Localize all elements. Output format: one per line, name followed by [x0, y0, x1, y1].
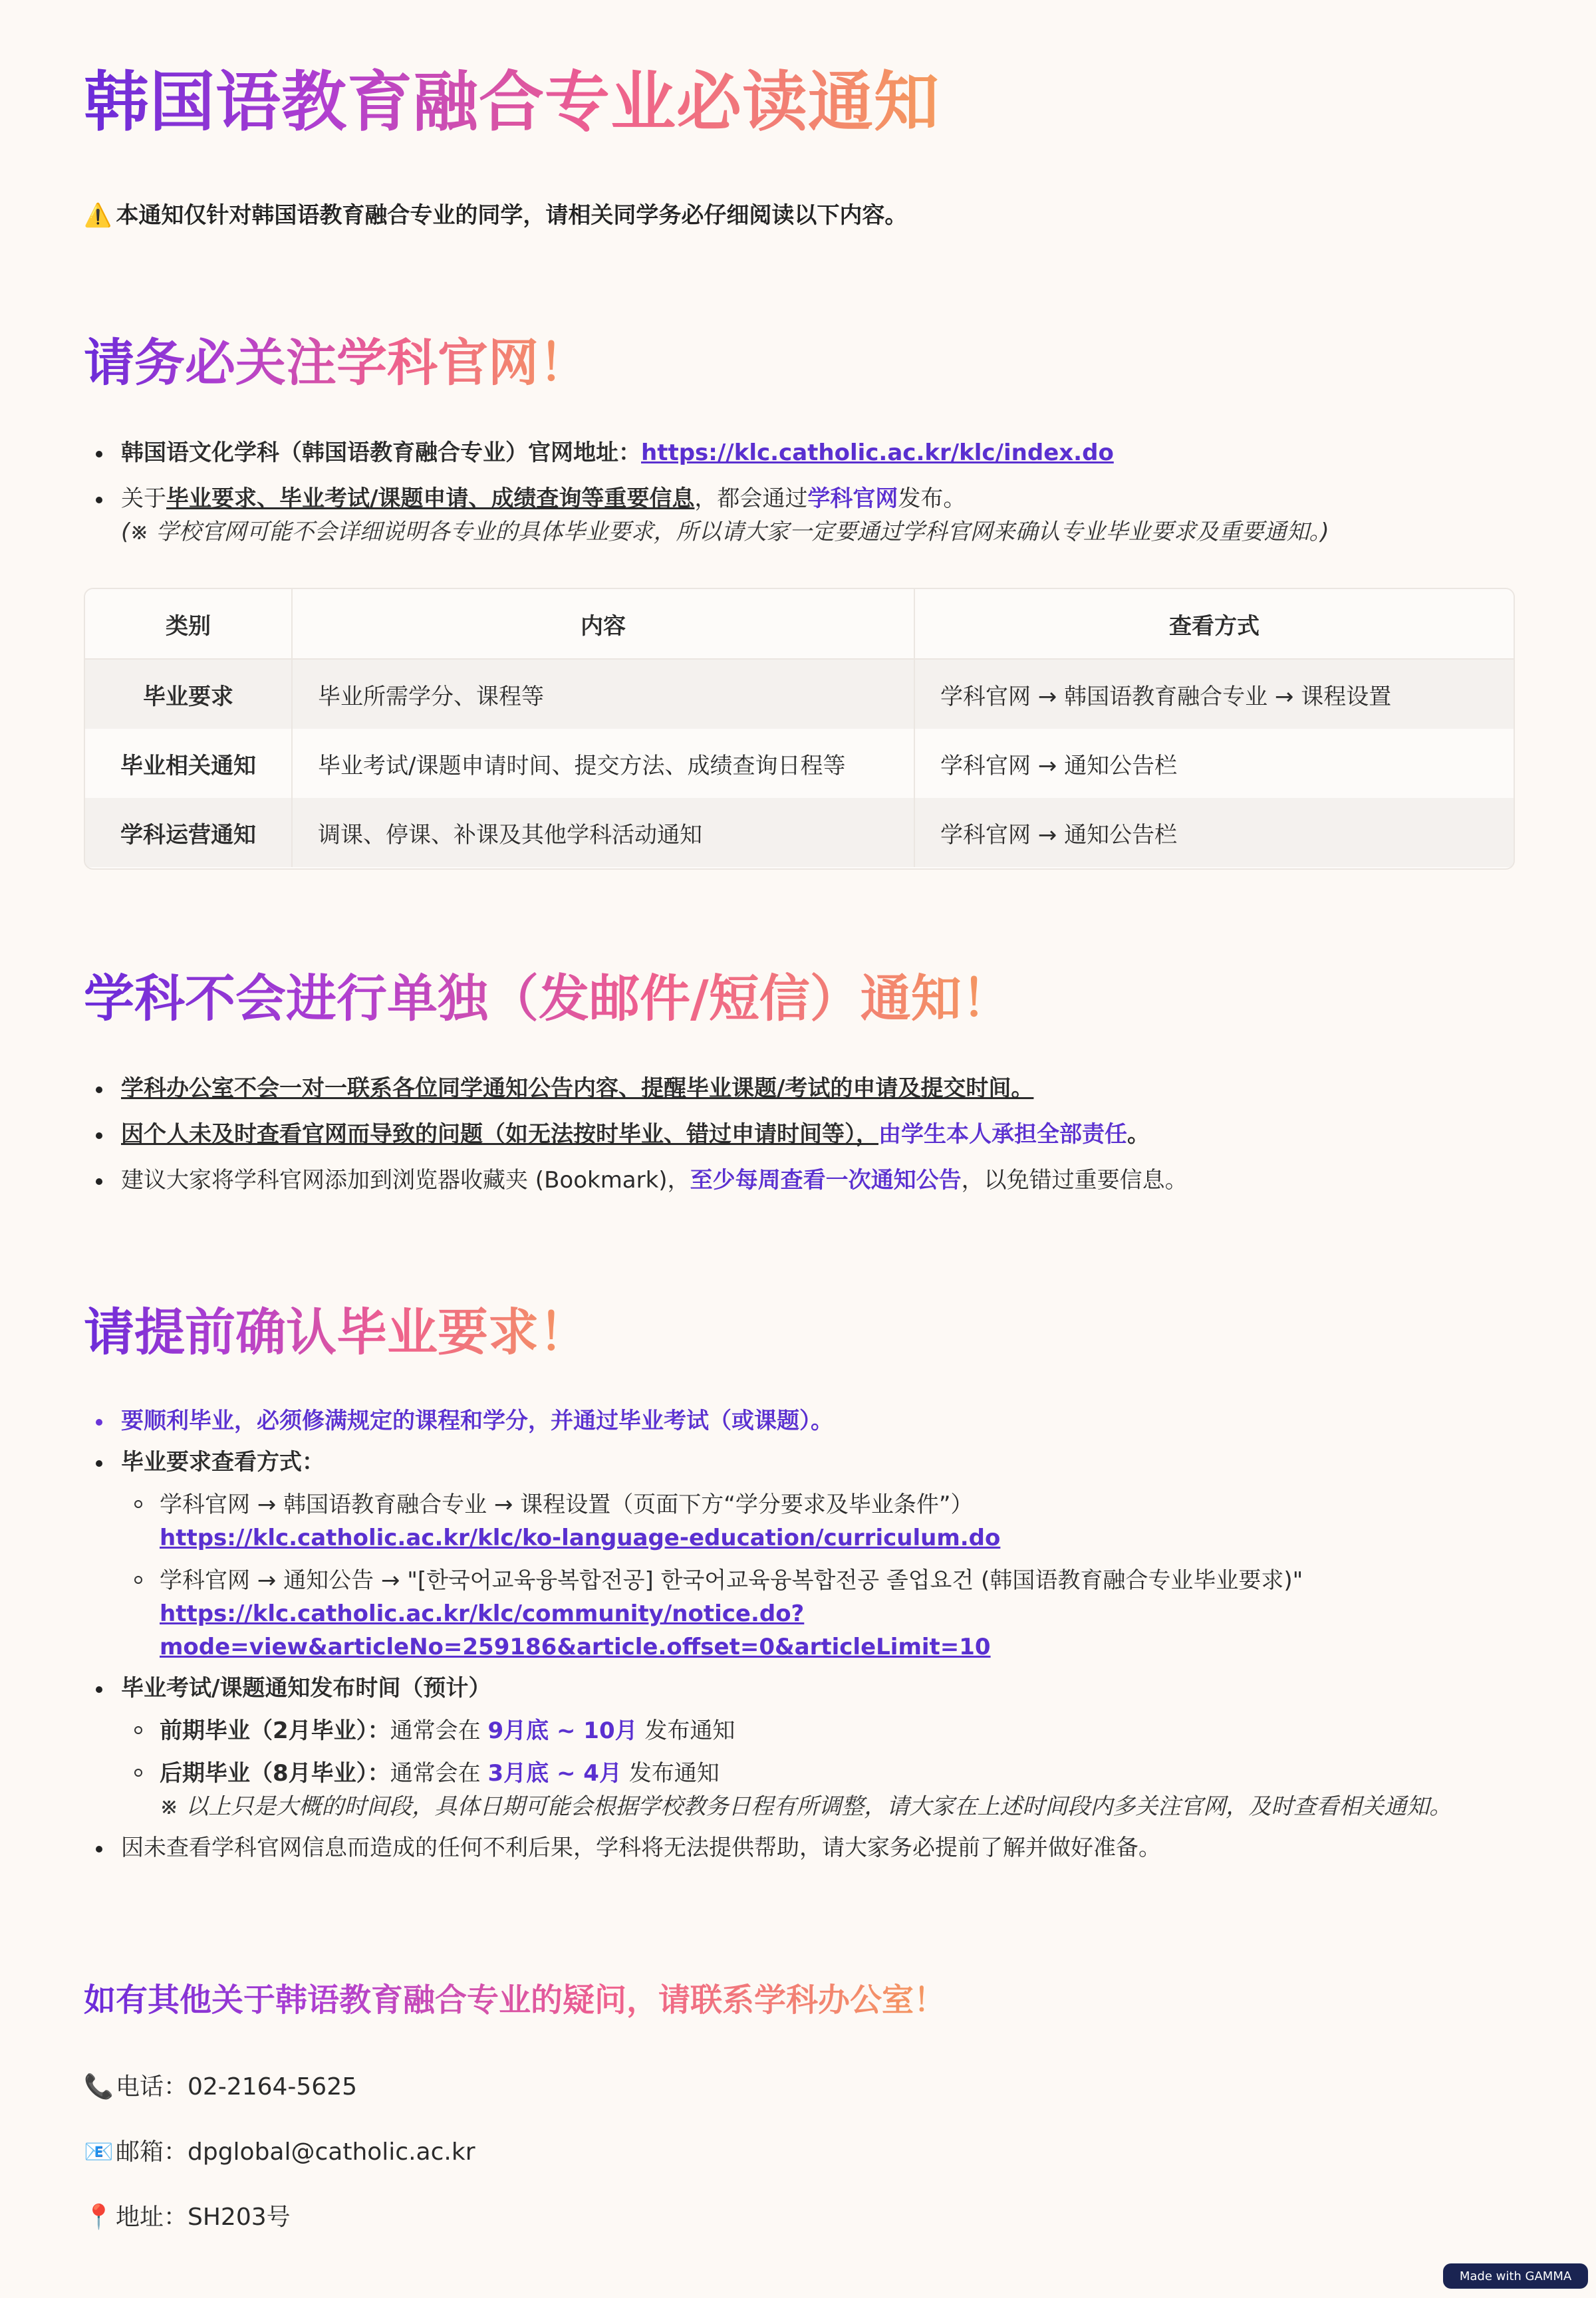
- check-method-label: 毕业要求查看方式：: [121, 1449, 325, 1475]
- text-fragment: 通常会在: [390, 1718, 488, 1744]
- note-text: (※ 学校官网可能不会详细说明各专业的具体毕业要求，所以请大家一定要通过学科官网来确认专业毕业要求及重要通知。): [121, 519, 1329, 545]
- table-row: [85, 729, 1514, 798]
- contact-email: [84, 2133, 475, 2167]
- section-heading-official-site: 请务必关注学科官网！: [84, 330, 589, 396]
- text-fragment: 前期毕业（2月毕业）：: [160, 1718, 390, 1744]
- table-cell: 调课、停课、补课及其他学科活动通知: [293, 798, 915, 867]
- text-fragment: 后期毕业（8月毕业）：: [160, 1760, 390, 1787]
- highlight-text: 至少每周查看一次通知公告: [690, 1167, 962, 1194]
- table-header: 内容: [293, 589, 915, 658]
- email-icon: 📧: [84, 2138, 114, 2166]
- text-fragment: 建议大家将学科官网添加到浏览器收藏夹 (Bookmark)，: [121, 1167, 690, 1194]
- page-title: 韩国语教育融合专业必读通知: [84, 61, 940, 144]
- info-table: [84, 588, 1515, 870]
- list-item: [121, 1118, 1188, 1151]
- contact-heading: 如有其他关于韩语教育融合专业的疑问，请联系学科办公室！: [84, 1978, 946, 2023]
- highlight-text: 3月底 ~ 4月: [487, 1760, 622, 1787]
- text-fragment: 。: [1127, 1121, 1150, 1148]
- warning-text: 因未查看学科官网信息而造成的任何不利后果，学科将无法提供帮助，请大家务必提前了解并做好准备。: [121, 1835, 1161, 1861]
- graduation-list: [121, 1404, 1514, 1872]
- table-header: 类别: [85, 589, 293, 658]
- official-site-link[interactable]: https://klc.catholic.ac.kr/klc/index.do: [641, 440, 1114, 466]
- text-fragment: 发布通知: [621, 1760, 720, 1787]
- schedule-sublist: [121, 1714, 1514, 1823]
- table-cell: 毕业所需学分、课程等: [293, 660, 915, 729]
- text-fragment: ，都会通过: [694, 485, 808, 512]
- list-item: [160, 1757, 1514, 1823]
- section-heading-no-individual-notice: 学科不会进行单独（发邮件/短信）通知！: [84, 965, 1012, 1032]
- check-method-sublist: [121, 1488, 1514, 1664]
- table-cell: 毕业要求: [85, 660, 293, 729]
- warning-icon: ⚠️: [84, 202, 112, 229]
- pin-icon: 📍: [84, 2204, 114, 2231]
- table-cell: 毕业考试/课题申请时间、提交方法、成绩查询日程等: [293, 729, 915, 798]
- intro-text: 本通知仅针对韩国语教育融合专业的同学，请相关同学务必仔细阅读以下内容。: [116, 202, 908, 229]
- table-row: [85, 660, 1514, 729]
- text-fragment: 通常会在: [390, 1760, 488, 1787]
- graduation-condition-text: 要顺利毕业，必须修满规定的课程和学分，并通过毕业考试（或课题）。: [121, 1408, 833, 1434]
- table-cell: 学科官网 → 韩国语教育融合专业 → 课程设置: [940, 683, 1392, 710]
- list-item: [121, 1164, 1188, 1197]
- table-cell: 学科运营通知: [85, 798, 293, 867]
- email-text: 邮箱：dpglobal@catholic.ac.kr: [116, 2138, 475, 2166]
- highlight-text: 学科官网: [807, 485, 898, 512]
- table-cell: 学科官网 → 通知公告栏: [940, 752, 1178, 779]
- table-header-row: [85, 589, 1514, 660]
- schedule-label: 毕业考试/课题通知发布时间（预计）: [121, 1675, 491, 1702]
- notice-link[interactable]: https://klc.catholic.ac.kr/klc/community/notice.do?mode=view&articleNo=259186&article.offset=0&articleLimit=10: [160, 1600, 991, 1660]
- site-address-label: 韩国语文化学科（韩国语教育融合专业）官网地址：: [121, 440, 641, 466]
- no-notice-list: [121, 1072, 1188, 1210]
- list-item: [160, 1564, 1514, 1664]
- table-cell: 学科官网 → 通知公告栏: [940, 821, 1178, 848]
- list-item: [160, 1488, 1514, 1555]
- path-text: 学科官网 → 通知公告 → "[한국어교육융복합전공] 한국어교육융복합전공 졸업요건 (韩国语教育融合专业毕业要求)": [160, 1567, 1303, 1594]
- list-item: [121, 1404, 1514, 1438]
- table-cell: 毕业相关通知: [85, 729, 293, 798]
- important-info-text: 毕业要求、毕业考试/课题申请、成绩查询等重要信息: [166, 485, 695, 512]
- table-header: 查看方式: [1169, 612, 1260, 640]
- contact-address: [84, 2198, 291, 2232]
- table-row: [85, 798, 1514, 867]
- text-fragment: 关于: [121, 485, 166, 512]
- list-item: [121, 1446, 1514, 1664]
- address-text: 地址：SH203号: [116, 2204, 291, 2231]
- list-item: [121, 1072, 1188, 1105]
- list-item: [121, 482, 1329, 549]
- text-fragment: ，以免错过重要信息。: [961, 1167, 1188, 1194]
- text-fragment: 发布。: [898, 485, 966, 512]
- highlight-text: 由学生本人承担全部责任: [878, 1121, 1127, 1148]
- no-contact-text: 学科办公室不会一对一联系各位同学通知公告内容、提醒毕业课题/考试的申请及提交时间。: [121, 1075, 1034, 1102]
- intro-notice: [84, 197, 907, 229]
- list-item: [121, 1831, 1514, 1864]
- official-site-list: [121, 436, 1329, 561]
- phone-text: 电话：02-2164-5625: [116, 2073, 358, 2101]
- highlight-text: 9月底 ~ 10月: [487, 1718, 638, 1744]
- phone-icon: 📞: [84, 2073, 114, 2101]
- list-item: [121, 436, 1329, 469]
- responsibility-text: 因个人未及时查看官网而导致的问题（如无法按时毕业、错过申请时间等），: [121, 1121, 878, 1148]
- note-text: ※ 以上只是大概的时间段，具体日期可能会根据学校教务日程有所调整，请大家在上述时间段内多关注官网，及时查看相关通知。: [160, 1793, 1452, 1820]
- curriculum-link[interactable]: https://klc.catholic.ac.kr/klc/ko-language-education/curriculum.do: [160, 1525, 1001, 1551]
- contact-phone: [84, 2068, 357, 2102]
- text-fragment: 发布通知: [637, 1718, 735, 1744]
- list-item: [121, 1672, 1514, 1823]
- path-text: 学科官网 → 韩国语教育融合专业 → 课程设置（页面下方“学分要求及毕业条件”）: [160, 1491, 974, 1518]
- section-heading-graduation-requirements: 请提前确认毕业要求！: [84, 1299, 589, 1366]
- list-item: [160, 1714, 1514, 1747]
- made-with-gamma-badge[interactable]: Made with GAMMA: [1443, 2263, 1588, 2289]
